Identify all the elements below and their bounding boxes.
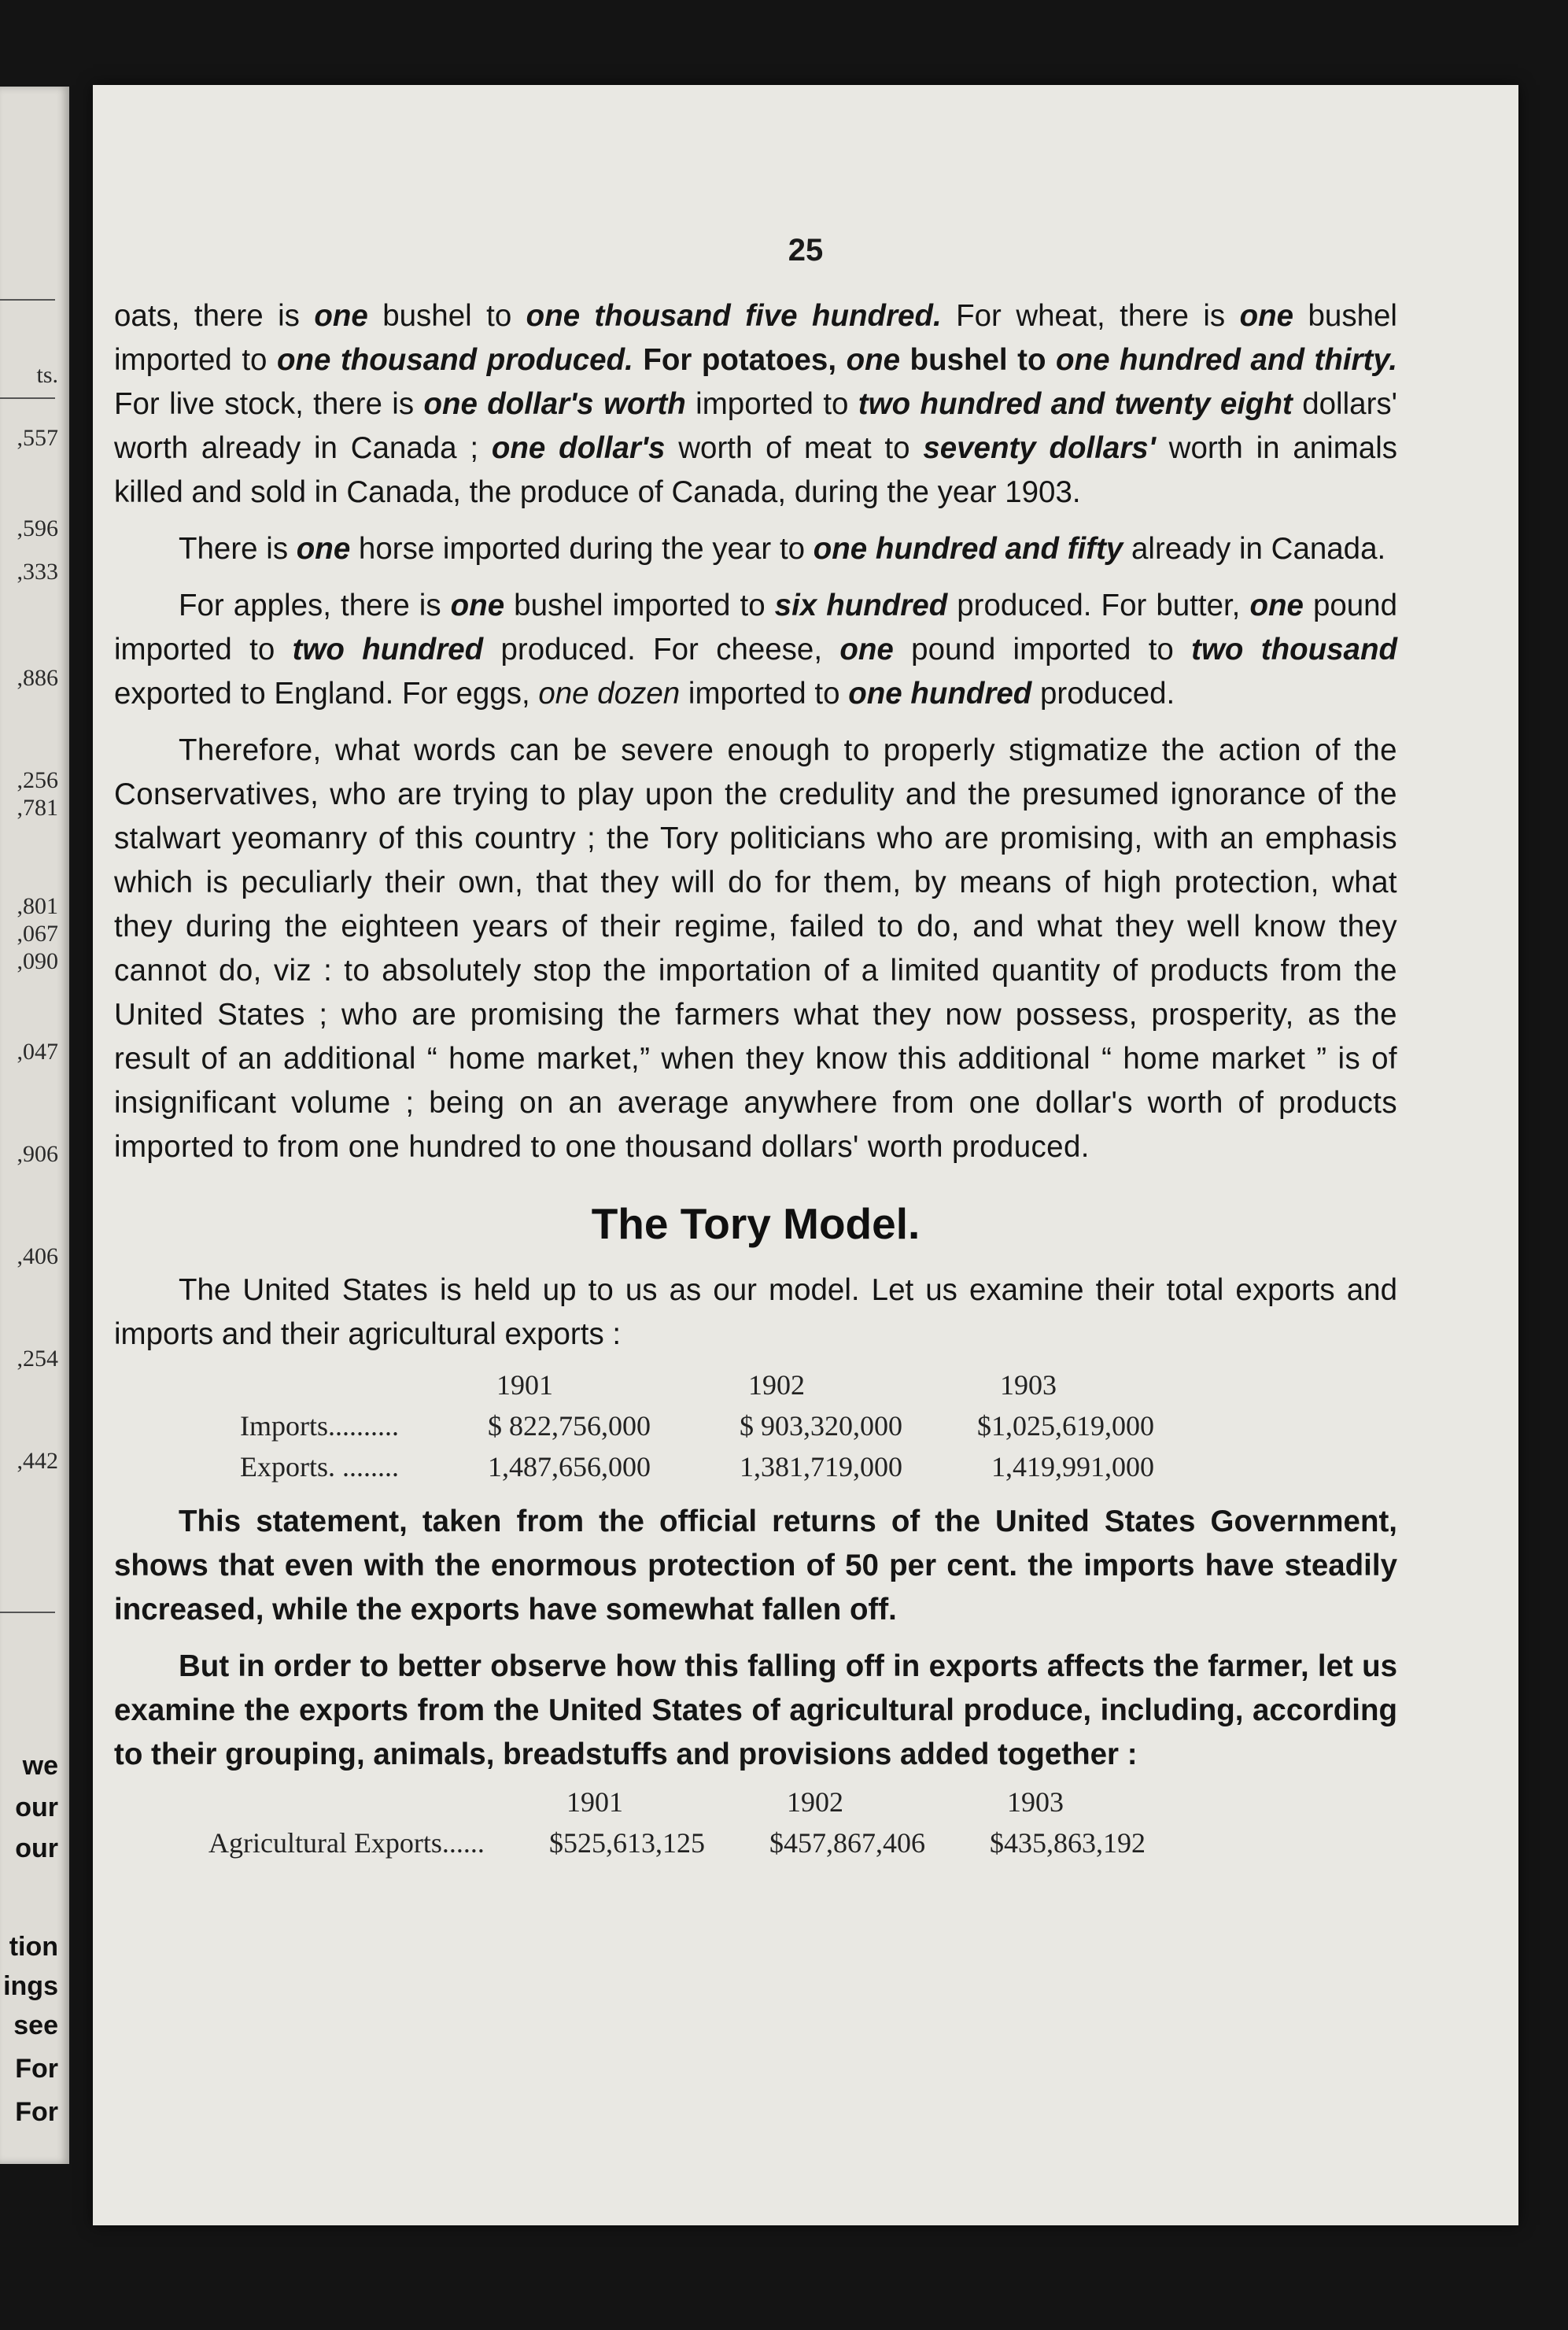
year-header: 1903 (1006, 1786, 1064, 1818)
previous-page-number-fragment: ,256 (17, 767, 58, 793)
table-row (114, 1405, 1154, 1446)
table-cell: $1,025,619,000 (977, 1410, 1154, 1442)
paragraph-5: The United States is held up to us as our model. Let us examine their total exports and imports and their agricultural exports : (114, 1273, 1397, 1351)
previous-page-number-fragment: ,047 (17, 1039, 58, 1065)
previous-page-number-fragment: ,406 (17, 1243, 58, 1269)
agri-table-header (114, 1782, 1146, 1822)
table-row (114, 1446, 1154, 1487)
table-cell: $ 903,320,000 (740, 1410, 902, 1442)
page-number: 25 (788, 233, 824, 268)
row-label: Exports. ........ (240, 1451, 399, 1483)
text-column (114, 294, 1397, 1863)
previous-page-word-fragment: For (15, 2054, 58, 2084)
row-label: Agricultural Exports...... (208, 1827, 485, 1859)
trade-table-header (114, 1364, 1154, 1405)
previous-page-word-fragment: tion (9, 1932, 58, 1962)
previous-page-number-fragment: ,801 (17, 893, 58, 919)
paragraph-1: oats, there is one bushel to one thousand five hundred. For wheat, there is one bushel imported to one thousand produced. For potatoes, one bushel to one hundred and thirty. For live stock, there is one dollar's worth imported to two hundred and twenty eight dollars' worth already in Canada ; one dollar's worth of meat to seventy dollars' worth in animals killed and sold in Canada, the produce of Canada, during the year 1903. (114, 299, 1398, 509)
table-cell: $525,613,125 (548, 1827, 705, 1859)
previous-page-number-fragment: ,333 (17, 559, 58, 585)
year-header: 1902 (748, 1369, 805, 1401)
previous-page-rule (0, 397, 55, 399)
paragraph-4: Therefore, what words can be severe enough to properly stigmatize the action of the Conservatives, who are trying to play upon the credulity and the presumed ignorance of the stalwart yeomanry of this country ; the Tory politicians who are promising, with an emphasis which is peculiarly their own, that they will do for them, by means of high protection, what they during the eighteen years of their regime, failed to do, and what they well know they cannot do, viz : to absolutely stop the importation of a limited quantity of products from the United States ; who are promising the farmers what they now possess, prosperity, as the result of an additional “ home market,” when they know this additional “ home market ” is of insignificant volume ; being on an average anywhere from one dollar's worth of products imported to from one hundred to one thousand dollars' worth produced. (114, 733, 1397, 1164)
previous-page-word-fragment: see (13, 2011, 58, 2040)
section-heading: The Tory Model. (591, 1199, 921, 1248)
previous-page-word-fragment: For (15, 2097, 58, 2127)
previous-page-number-fragment: ,781 (17, 795, 58, 821)
previous-page-word-fragment: our (15, 1793, 58, 1822)
table-cell: $457,867,406 (769, 1827, 925, 1859)
table-cell: $ 822,756,000 (488, 1410, 651, 1442)
table-row (114, 1822, 1146, 1863)
previous-page-number-fragment: ts. (36, 362, 58, 388)
previous-page-number-fragment: ,067 (17, 921, 58, 947)
year-header: 1902 (786, 1786, 843, 1818)
previous-page-word-fragment: our (15, 1833, 58, 1863)
table-cell: 1,381,719,000 (740, 1451, 902, 1483)
table-cell: $435,863,192 (989, 1827, 1146, 1859)
table-cell: 1,419,991,000 (991, 1451, 1154, 1483)
previous-page-number-fragment: ,254 (17, 1346, 58, 1372)
row-label: Imports.......... (240, 1410, 399, 1442)
year-header: 1901 (566, 1786, 623, 1818)
trade-table (114, 1364, 1154, 1487)
previous-page-word-fragment: we (22, 1751, 58, 1781)
previous-page-number-fragment: ,557 (17, 425, 58, 451)
paragraph-6: This statement, taken from the official returns of the United States Government, shows that even with the enormous protection of 50 per cent. the imports have steadily increased, while the exports have somewhat fallen off. (114, 1505, 1397, 1627)
previous-page-rule (0, 1612, 55, 1613)
previous-page-rule (0, 299, 55, 301)
previous-page-number-fragment: ,090 (17, 948, 58, 974)
paragraph-3: For apples, there is one bushel imported to six hundred produced. For butter, one pound imported to two hundred produced. For cheese, one pound imported to two thousand exported to England. For eggs, one dozen imported to one hundred produced. (114, 589, 1397, 711)
previous-page-edge (0, 87, 69, 2164)
year-header: 1901 (496, 1369, 553, 1401)
previous-page-number-fragment: ,906 (17, 1141, 58, 1167)
previous-page-word-fragment: ings (3, 1971, 58, 2001)
document-page (93, 85, 1518, 2225)
paragraph-2: There is one horse imported during the year to one hundred and fifty already in Canada. (179, 532, 1386, 566)
table-cell: 1,487,656,000 (488, 1451, 651, 1483)
paragraph-7: But in order to better observe how this falling off in exports affects the farmer, let us examine the exports from the United States of agricultural produce, including, according to their grouping, animals, breadstuffs and provisions added together : (114, 1649, 1397, 1771)
previous-page-number-fragment: ,886 (17, 665, 58, 691)
previous-page-number-fragment: ,442 (17, 1448, 58, 1474)
agricultural-exports-table (114, 1782, 1146, 1863)
year-header: 1903 (1000, 1369, 1057, 1401)
previous-page-number-fragment: ,596 (17, 515, 58, 541)
